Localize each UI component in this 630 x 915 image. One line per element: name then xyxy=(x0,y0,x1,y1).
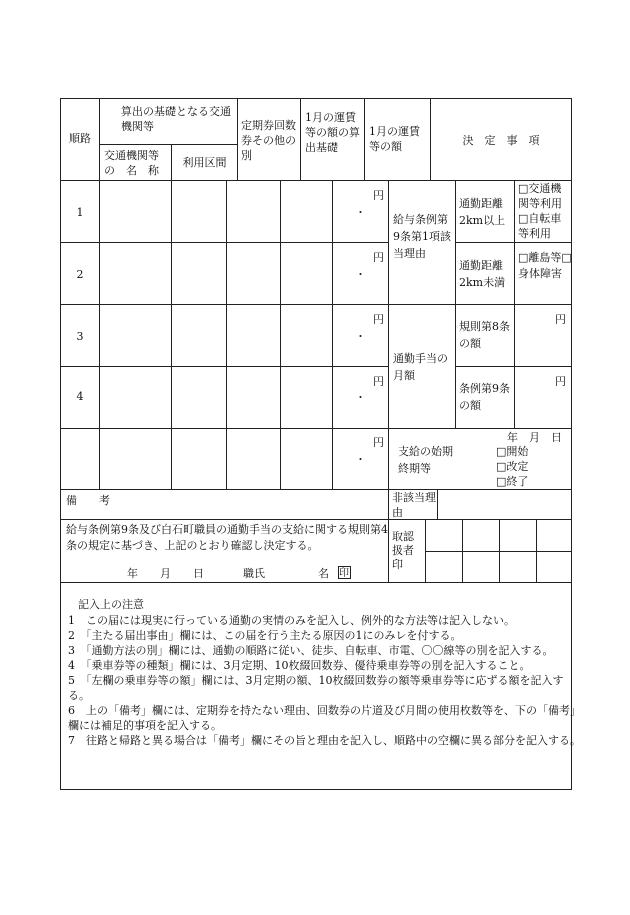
row-number-2: 2 xyxy=(76,268,84,281)
header-monthly-amount: 1月の運賃等の額 xyxy=(369,125,420,153)
decision-dist-under-options: □離島等□身体障害 xyxy=(518,251,572,280)
dot-row-3: ・ xyxy=(355,330,366,343)
header-pass-type: 定期券回数券その他の別 xyxy=(241,119,296,162)
statement-text: 給与条例第9条及び白石町職員の通勤手当の支給に関する規則第4条の規定に基づき、上記のとおり確認し決定する。 xyxy=(66,523,388,552)
dot-row-5: ・ xyxy=(355,453,366,466)
decision-rule-a: 給与条例第9条第1項該当理由 xyxy=(393,213,451,260)
decision-start-end: 支給の始期終期等 xyxy=(398,445,453,475)
option-end: □終了 xyxy=(496,475,529,488)
dot-row-1: ・ xyxy=(355,206,366,219)
seal-mark: 印 xyxy=(339,568,349,579)
header-basis: 算出の基礎となる交通機関等 xyxy=(121,105,231,133)
remarks-label: 備 考 xyxy=(66,494,110,507)
dot-row-2: ・ xyxy=(355,268,366,281)
yen-row-3: 円 xyxy=(373,313,384,326)
row-number-4: 4 xyxy=(76,390,84,403)
note-1: 1 この届には現実に行っている通勤の実情のみを記入し、例外的な方法等は記入しない。 xyxy=(68,614,515,627)
note-5: 5 「左欄の乗車券等の額」欄には、3月定期の額、10枚綴回数券の額等乗車券等に応ずる額を記入する。 xyxy=(68,674,564,702)
note-3: 3 「通勤方法の別」欄には、通勤の順路に従い、徒歩、自転車、市電、〇〇線等の別を記入する。 xyxy=(68,644,554,657)
note-4: 4 「乗車券等の種類」欄には、3月定期、10枚綴回数券、優待乗車券等の別を記入すること。 xyxy=(68,659,531,672)
statement-date: 年 月 日 xyxy=(127,567,204,580)
header-route: 順路 xyxy=(69,132,91,145)
yen-row-1: 円 xyxy=(373,189,384,202)
row-number-3: 3 xyxy=(76,330,84,343)
option-change: □改定 xyxy=(496,460,529,473)
row-number-1: 1 xyxy=(76,206,84,219)
yen-rule9: 円 xyxy=(555,375,566,388)
header-section: 利用区間 xyxy=(182,156,227,169)
option-start: □開始 xyxy=(496,445,529,458)
staff-label: 職氏 xyxy=(243,567,265,580)
notes-title: 記入上の注意 xyxy=(78,598,144,611)
note-2: 2 「主たる届出事由」欄には、この届を行う主たる原因の1にのみレを付する。 xyxy=(68,629,462,642)
approver-label: 取認扱者印 xyxy=(392,530,414,571)
decision-date: 年 月 日 xyxy=(507,431,562,444)
name-label: 名 xyxy=(318,567,329,580)
note-6: 6 上の「備考」欄には、定期券を持たない理由、回数券の片道及び月間の使用枚数等を、下の「備考」欄には補足的事項を記入する。 xyxy=(68,704,581,732)
header-monthly-basis: 1月の運賃等の額の算出基礎 xyxy=(305,111,360,154)
decision-dist-under: 通勤距離2km未満 xyxy=(459,259,506,289)
decision-dist-over-options: □交通機関等利用□自転車等利用 xyxy=(518,182,562,240)
decision-allowance: 通勤手当の月額 xyxy=(393,352,448,382)
decision-dist-over: 通勤距離2km以上 xyxy=(459,197,506,227)
dot-row-4: ・ xyxy=(355,391,366,404)
decision-rule9: 条例第9条の額 xyxy=(459,382,510,412)
header-decision: 決 定 事 項 xyxy=(462,134,540,147)
note-7: 7 往路と帰路と異る場合は「備考」欄にその旨と理由を記入し、順路中の空欄に異る部分を記入する。 xyxy=(68,734,581,747)
decision-rule8: 規則第8条の額 xyxy=(459,320,510,350)
notes-section xyxy=(68,597,583,748)
reason-label: 非該当理 由 xyxy=(392,491,447,519)
yen-row-5: 円 xyxy=(373,436,384,449)
header-agency-name: 交通機関等の 名 称 xyxy=(104,149,159,177)
yen-row-2: 円 xyxy=(373,251,384,264)
yen-rule8: 円 xyxy=(555,313,566,326)
yen-row-4: 円 xyxy=(373,375,384,388)
